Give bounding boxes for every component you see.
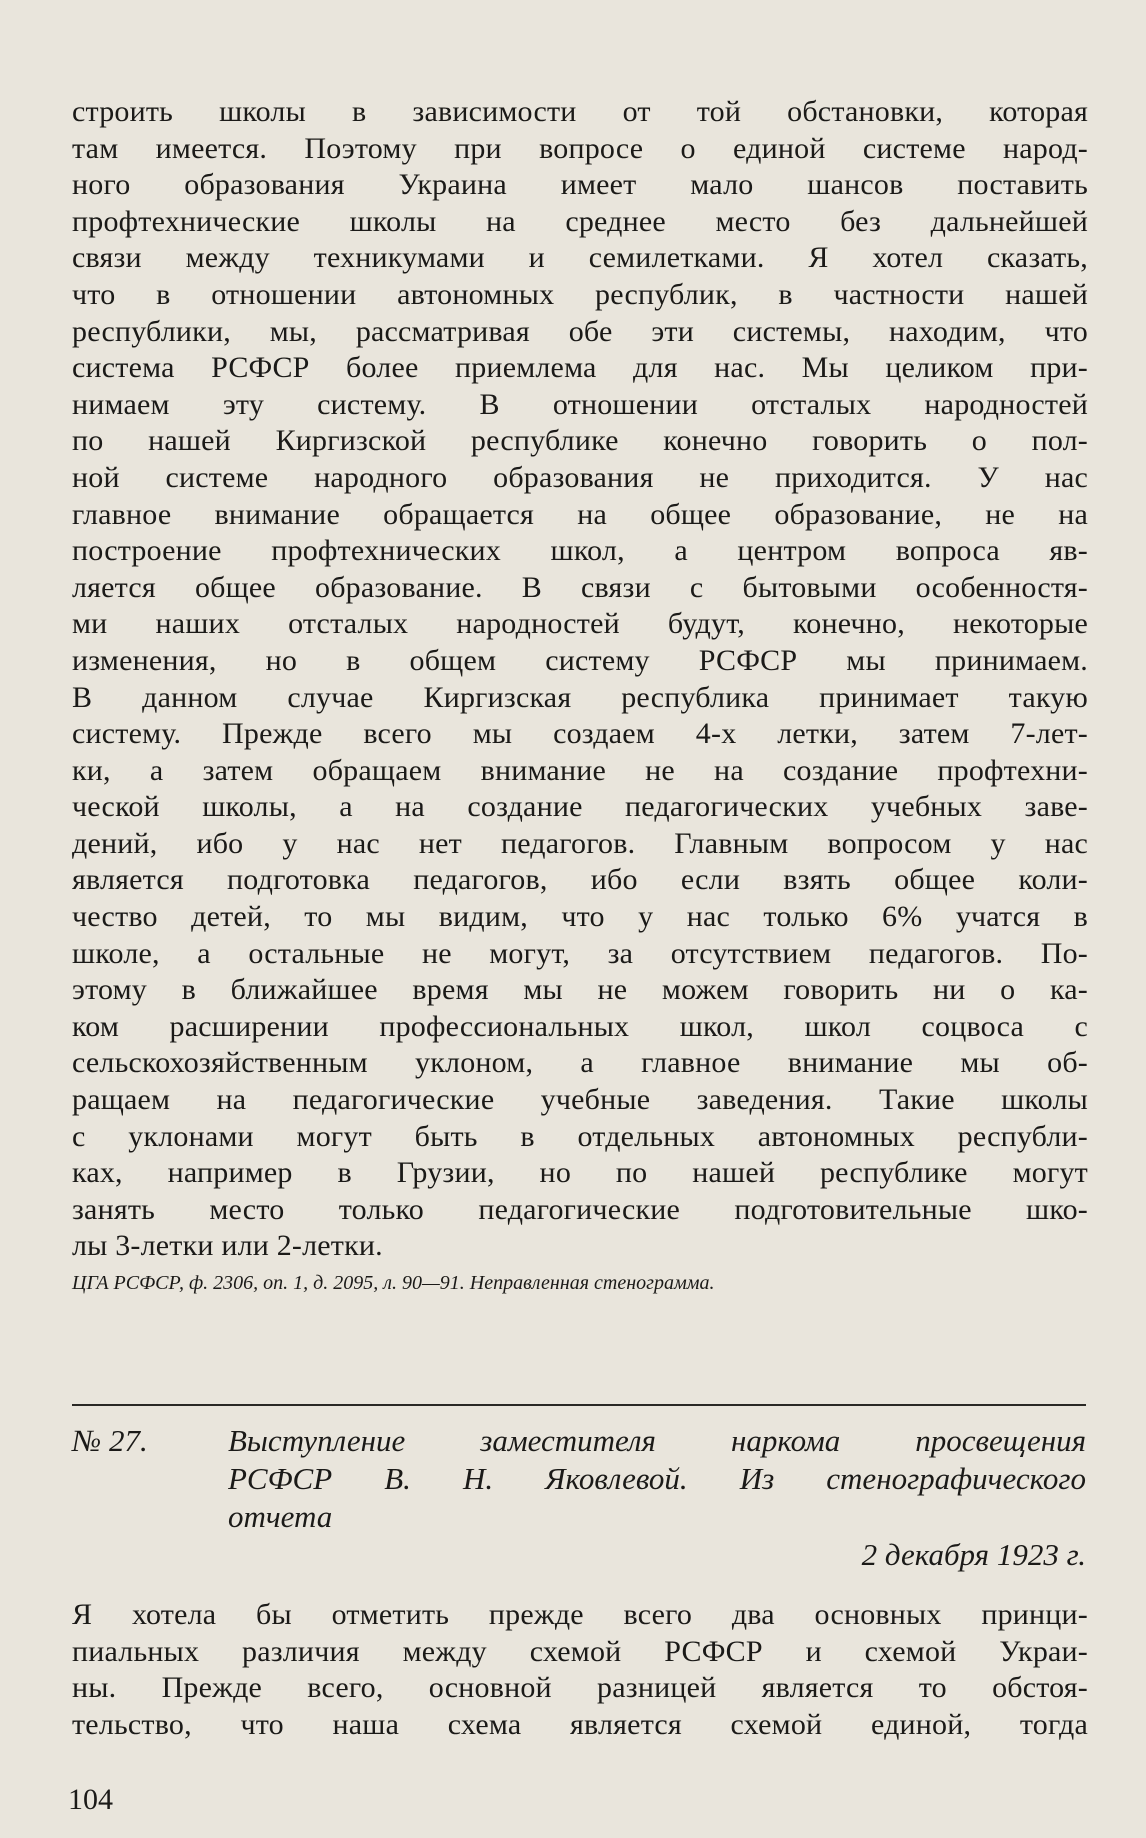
text-line: строить школы в зависимости от той обстановки, которая [72, 95, 1088, 128]
text-line: республики, мы, рассматривая обе эти системы, находим, что [72, 314, 1088, 348]
text-line: пиальных различия между схемой РСФСР и схемой Украи- [72, 1634, 1088, 1668]
text-line: ного образования Украина имеет мало шансов поставить [72, 168, 1088, 202]
text-line: В данном случае Киргизская республика принимает такую [72, 680, 1088, 714]
text-line: ной системе народного образования не приходится. У нас [72, 460, 1088, 494]
text-line: Я хотела бы отметить прежде всего два основных принци- [72, 1598, 1088, 1631]
text-line: школе, а остальные не могут, за отсутствием педагогов. По- [72, 936, 1088, 970]
text-line: там имеется. Поэтому при вопросе о единой системе народ- [72, 131, 1088, 165]
text-line: тельство, что наша схема является схемой единой, тогда [72, 1707, 1088, 1741]
text-line: нимаем эту систему. В отношении отсталых народностей [72, 387, 1088, 421]
text-line: главное внимание обращается на общее образование, не на [72, 497, 1088, 531]
text-line: изменения, но в общем систему РСФСР мы принимаем. [72, 643, 1088, 677]
section-divider [72, 1404, 1086, 1406]
archive-source-note: ЦГА РСФСР, ф. 2306, оп. 1, д. 2095, л. 90—91. Неправленная стенограмма. [72, 1272, 715, 1294]
text-line: связи между техникумами и семилетками. Я хотел сказать, [72, 241, 1088, 275]
text-line: занять место только педагогические подготовительные шко- [72, 1192, 1088, 1226]
text-line: ки, а затем обращаем внимание не на создание профтехни- [72, 753, 1088, 787]
text-line: ми наших отсталых народностей будут, конечно, некоторые [72, 607, 1088, 641]
document-date: 2 декабря 1923 г. [861, 1537, 1086, 1572]
text-line: чество детей, то мы видим, что у нас только 6% учатся в [72, 900, 1088, 934]
text-line: лы 3-летки или 2-летки. [72, 1229, 383, 1263]
text-line: ческой школы, а на создание педагогических учебных заве- [72, 790, 1088, 824]
text-line: ращаем на педагогические учебные заведения. Такие школы [72, 1083, 1088, 1117]
document-title-line: отчета [228, 1499, 333, 1534]
page-number: 104 [68, 1783, 113, 1816]
text-line: с уклонами могут быть в отдельных автономных республи- [72, 1119, 1088, 1153]
text-line: профтехнические школы на среднее место без дальнейшей [72, 204, 1088, 238]
text-line: систему. Прежде всего мы создаем 4-х летки, затем 7-лет- [72, 717, 1088, 751]
text-line: система РСФСР более приемлема для нас. Мы целиком при- [72, 351, 1088, 385]
text-line: является подготовка педагогов, ибо если взять общее коли- [72, 863, 1088, 897]
text-line: сельскохозяйственным уклоном, а главное внимание мы об- [72, 1046, 1088, 1080]
speech-text [72, 1597, 1088, 1743]
text-line: что в отношении автономных республик, в частности нашей [72, 277, 1088, 311]
text-line: ком расширении профессиональных школ, школ соцвоса с [72, 1009, 1088, 1043]
text-line: ляется общее образование. В связи с бытовыми особенностя- [72, 570, 1088, 604]
document-title-line: РСФСР В. Н. Яковлевой. Из стенографического [228, 1461, 1086, 1496]
text-line: построение профтехнических школ, а центром вопроса яв- [72, 534, 1088, 568]
text-line: ны. Прежде всего, основной разницей является то обстоя- [72, 1671, 1088, 1705]
document-title-line: Выступление заместителя наркома просвещения [228, 1423, 1086, 1458]
text-line: по нашей Киргизской республике конечно говорить о пол- [72, 424, 1088, 458]
text-line: дений, ибо у нас нет педагогов. Главным вопросом у нас [72, 826, 1088, 860]
text-line: ках, например в Грузии, но по нашей республике могут [72, 1156, 1088, 1190]
text-line: этому в ближайшее время мы не можем говорить ни о ка- [72, 973, 1088, 1007]
document-number: № 27. [72, 1423, 148, 1458]
previous-speech-text [72, 94, 1088, 1265]
